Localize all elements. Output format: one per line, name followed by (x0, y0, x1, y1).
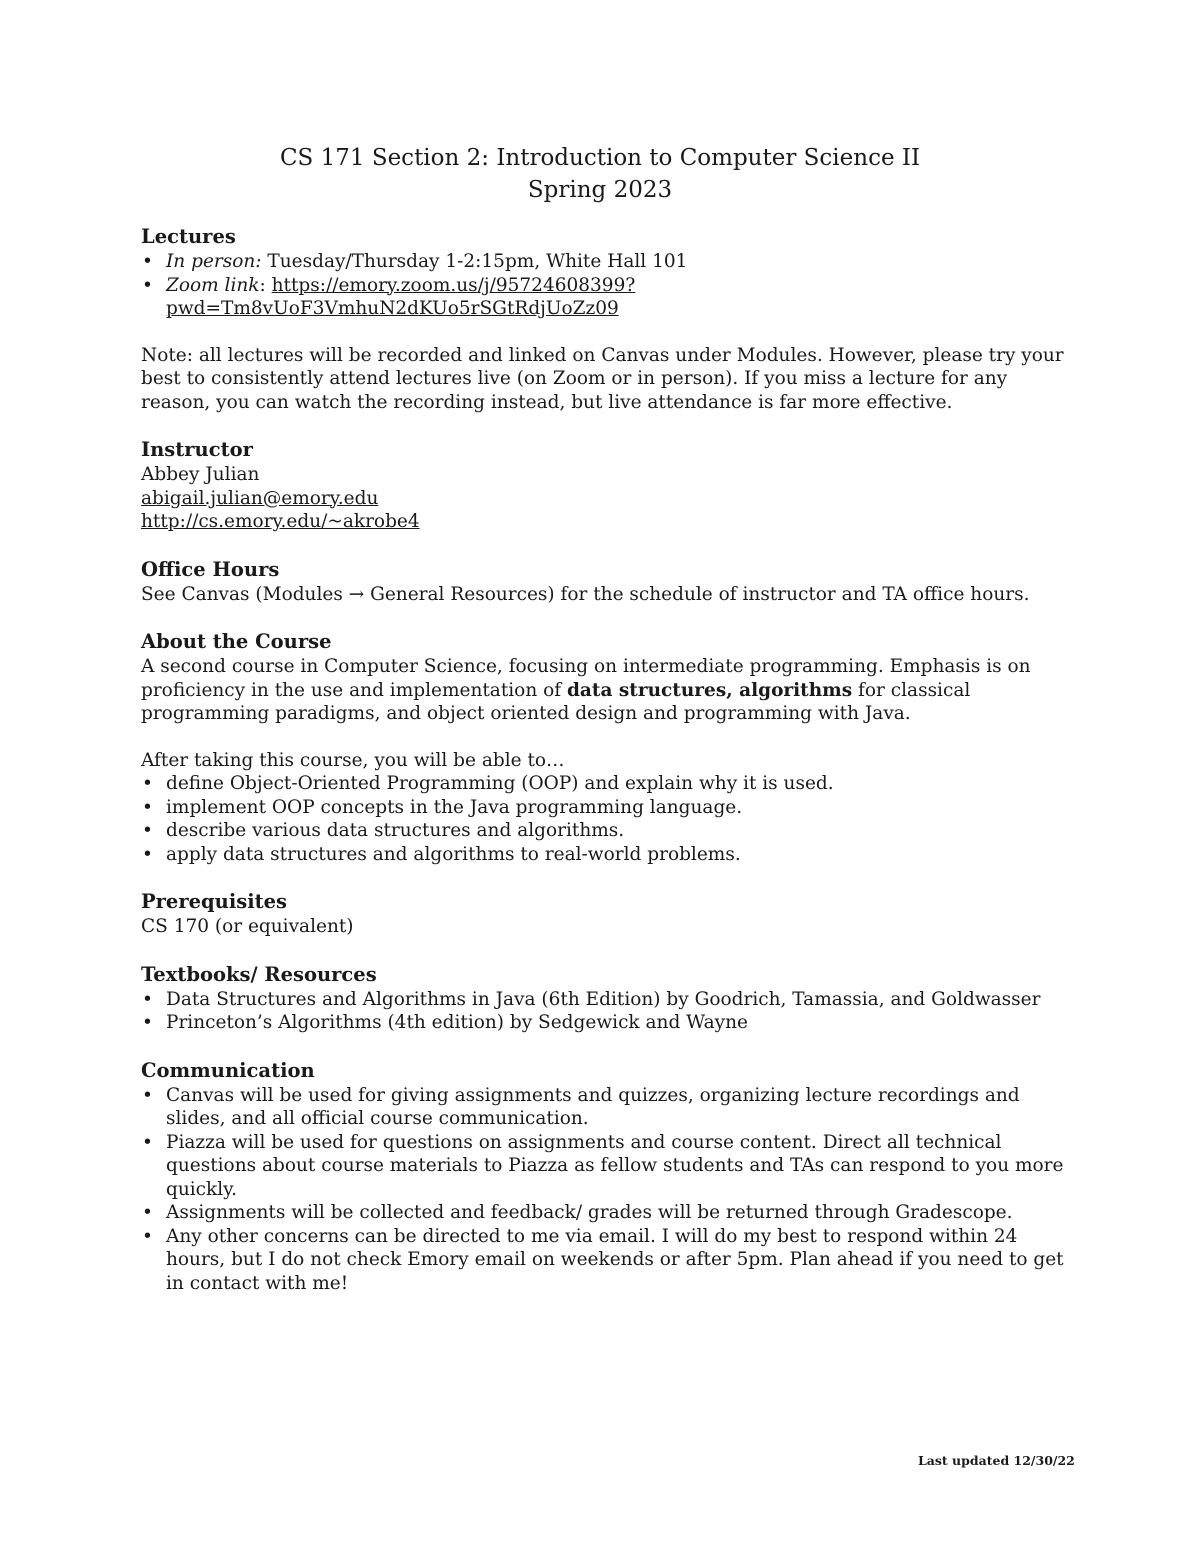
instructor-email-link[interactable]: abigail.julian@emory.edu (141, 487, 379, 509)
textbooks-list (141, 988, 1081, 1035)
communication-list (141, 1084, 1081, 1296)
communication-heading: Communication (141, 1058, 315, 1082)
last-updated: Last updated 12/30/22 (918, 1453, 1075, 1468)
about-text-before: A second course in Computer Science, focusing on intermediate programming. Emphasis is on proficiency in the use and implementation of (141, 656, 1031, 701)
outcomes-list (141, 772, 1081, 866)
list-item: • Piazza will be used for questions on assignments and course content. Direct all technical questions about course materials to Piazza as fellow students and TAs can respond to you more quickly. (141, 1131, 1081, 1202)
lecture-zoom-item (141, 274, 1081, 321)
zoom-link-continued[interactable]: pwd=Tm8vUoF3VmhuN2dKUo5rSGtRdjUoZz09 (166, 298, 619, 319)
about-text-after: for classical programming paradigms, and object oriented design and programming with Java. (141, 679, 971, 724)
list-item: • Any other concerns can be directed to me via email. I will do my best to respond within 24 hours, but I do not check Emory email on weekends or after 5pm. Plan ahead if you need to get in contact with me! (141, 1225, 1081, 1296)
textbooks-heading: Textbooks/ Resources (141, 962, 377, 986)
communication-section (141, 1058, 1081, 1296)
lecture-in-person-item (141, 250, 1081, 274)
prerequisites-section (141, 889, 1081, 939)
list-item: • define Object-Oriented Programming (OOP) and explain why it is used. (141, 772, 1081, 796)
list-item: • Data Structures and Algorithms in Java (6th Edition) by Goodrich, Tamassia, and Goldwasser (141, 988, 1081, 1012)
instructor-name: Abbey Julian (141, 464, 260, 485)
course-title: CS 171 Section 2: Introduction to Computer Science II (279, 145, 921, 171)
about-text (141, 655, 1081, 726)
instructor-heading: Instructor (141, 438, 253, 461)
instructor-section (141, 437, 1081, 534)
instructor-website-link[interactable]: http://cs.emory.edu/~akrobe4 (141, 511, 420, 532)
lectures-heading: Lectures (141, 225, 236, 248)
zoom-separator: : (259, 274, 272, 296)
lecture-note-text: Note: all lectures will be recorded and linked on Canvas under Modules. However, please try your best to consistently attend lectures live (on Zoom or in person). If you miss a lecture for any reason, you can watch the recording instead, but live attendance is far more effective. (141, 344, 1064, 413)
lectures-list (141, 250, 1081, 321)
list-item: • Assignments will be collected and feedback/ grades will be returned through Gradescope. (141, 1201, 1081, 1225)
in-person-label: In person: (166, 251, 262, 272)
list-item: • Princeton’s Algorithms (4th edition) by Sedgewick and Wayne (141, 1011, 1081, 1035)
lecture-note (141, 344, 1081, 415)
office-hours-section (141, 557, 1081, 607)
zoom-label: Zoom link (166, 274, 260, 296)
about-text-bold: data structures, algorithms (566, 679, 853, 701)
list-item: • implement OOP concepts in the Java programming language. (141, 796, 1081, 820)
office-hours-text: See Canvas (Modules → General Resources) for the schedule of instructor and TA office hours. (141, 583, 1030, 605)
about-heading: About the Course (141, 630, 332, 653)
about-section (141, 629, 1081, 726)
prerequisites-heading: Prerequisites (141, 890, 288, 913)
prerequisites-text: CS 170 (or equivalent) (141, 916, 354, 937)
outcomes-section (141, 749, 1081, 867)
office-hours-heading: Office Hours (141, 557, 280, 581)
course-term: Spring 2023 (527, 177, 673, 203)
syllabus-content (141, 224, 1081, 1318)
list-item: • describe various data structures and algorithms. (141, 819, 1081, 843)
zoom-link[interactable]: https://emory.zoom.us/j/95724608399? (271, 274, 636, 296)
list-item: • apply data structures and algorithms to real-world problems. (141, 843, 1081, 867)
outcomes-intro: After taking this course, you will be able to… (141, 749, 565, 771)
list-item: • Canvas will be used for giving assignments and quizzes, organizing lecture recordings and slides, and all official course communication. (141, 1084, 1081, 1131)
lectures-section (141, 224, 1081, 321)
in-person-value: Tuesday/Thursday 1-2:15pm, White Hall 101 (261, 251, 688, 272)
textbooks-section (141, 962, 1081, 1035)
